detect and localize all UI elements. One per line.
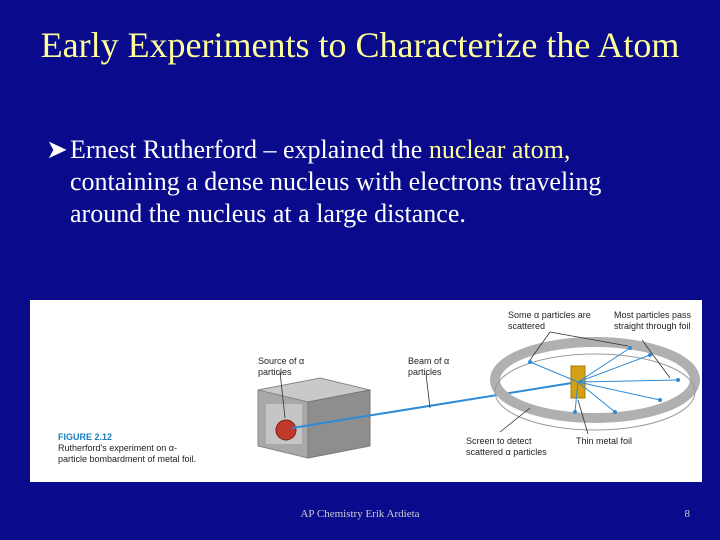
label-beam: Beam of α particles (408, 356, 450, 377)
bullet-highlight: nuclear atom, (428, 135, 571, 164)
label-screen: Screen to detect scattered α particles (466, 436, 547, 457)
label-straight: Most particles pass straight through foil (614, 310, 692, 331)
bullet-arrow-icon: ➤ (46, 135, 68, 164)
alpha-source-ball (276, 420, 296, 440)
slide-footer: AP Chemistry Erik Ardieta (300, 508, 420, 520)
figure-caption-text: Rutherford's experiment on α-particle bombardment of metal foil. (58, 443, 197, 464)
figure-caption (58, 432, 198, 465)
bullet-text (70, 134, 646, 230)
figure-number: FIGURE 2.12 (58, 432, 113, 442)
bullet-text-part2: containing a dense nucleus with electrons traveling around the nucleus at a large distance. (70, 167, 602, 228)
rutherford-figure (30, 300, 702, 482)
bullet-point (46, 134, 646, 230)
slide-title: Early Experiments to Characterize the Atom (40, 25, 680, 65)
label-source: Source of α particles (258, 356, 305, 377)
bullet-text-part1: Ernest Rutherford – explained the (70, 135, 429, 164)
label-scattered: Some α particles are scattered (508, 310, 591, 331)
page-number: 8 (684, 508, 690, 520)
label-foil: Thin metal foil (576, 436, 633, 446)
